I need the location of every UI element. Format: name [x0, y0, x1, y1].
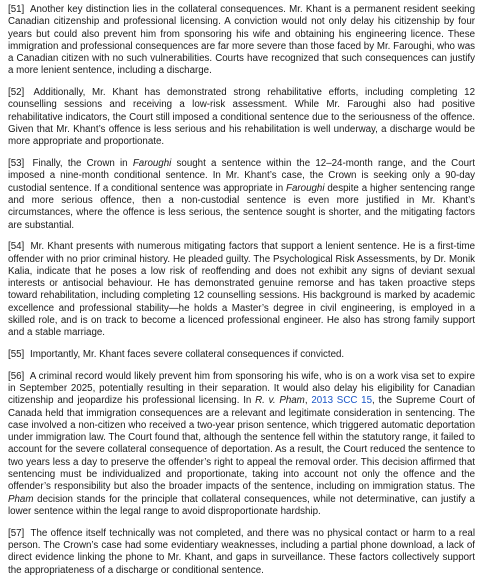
- paragraph-number: [56]: [8, 370, 25, 382]
- paragraph-text: sought a sentence within the 12–24-month range, and the Court imposed a nine-month conditional sentence. In Mr. Khant’s case, the Crown is seeking only a 90-day custodial sentence. If a conditional sentence was appropriate in: [8, 158, 475, 194]
- paragraph-text: Additionally, Mr. Khant has demonstrated strong rehabilitative efforts, including completing 12 counselling sessions and receiving a low-risk assessment. While Mr. Faroughi also had positive rehabilitative indicators, the Court still imposed a conditional sentence due to the seriousness of the offence. Given that Mr. Khant’s offence is less serious and his rehabilitation is well underway, a discharge would be more appropriate and proportionate.: [8, 87, 475, 148]
- paragraph-text: Another key distinction lies in the collateral consequences. Mr. Khant is a permanent resident seeking Canadian citizenship and professional licensing. A conviction would not only delay his citizenship by four years but could also prevent him from sponsoring his wife and obtaining his engineering licence. These immigration and professional consequences are far more severe than those faced by Mr. Faroughi, who was a Canadian citizen with no such vulnerabilities. Courts have recognized that such consequences can justify a more lenient sentence, including a discharge.: [8, 4, 475, 77]
- case-name-italic: Faroughi: [132, 158, 172, 170]
- case-name-italic: Pham: [8, 493, 34, 505]
- paragraph-text: despite a higher sentencing range and more serious offence, then a non-custodial sentence is even more justified in Mr. Khant’s circumstances, where the offence is less serious, the sentence sought is shorter, and the mitigating factors are substantial.: [8, 182, 475, 231]
- case-name-italic: R. v. Pham: [255, 395, 305, 407]
- case-name-italic: Faroughi: [286, 182, 325, 194]
- paragraph-54: [8, 241, 475, 339]
- paragraph-52: [8, 87, 475, 148]
- paragraph-55: [8, 349, 475, 361]
- paragraph-text: , the Supreme Court of Canada held that immigration consequences are a relevant and legitimate consideration in sentencing. The case involved a non-citizen who received a two-year prison sentence, which triggered automatic deportation under immigration law. The Court found that, although the sentence fell within the statutory range, it failed to account for the severe collateral consequence of deportation. As a result, the Court reduced the sentence to two years less a day to preserve the offender’s right to appeal the removal order. This decision affirmed that sentencing must be individualized and proportionate, taking into account not only the offence and the offender’s responsibility but also the broader impacts of the sentence, including on immigration status. The: [8, 395, 476, 493]
- paragraph-text: Finally, the Crown in: [32, 158, 133, 170]
- paragraph-text: decision stands for the principle that collateral consequences, while not determinative, can justify a lower sentence within the legal range to avoid disproportionate hardship.: [8, 493, 475, 517]
- paragraph-text: Mr. Khant presents with numerous mitigating factors that support a lenient sentence. He is a first-time offender with no prior criminal history. He pleaded guilty. The Psychological Risk Assessments, by Dr. Monik Kalia, indicate that he poses a low risk of reoffending and does not exhibit any signs of deviant sexual interests or antisocial behaviour. He has demonstrated genuine remorse and has taken proactive steps toward rehabilitation, including completing 12 counselling sessions. His background is marked by academic excellence and professional stability—he holds a Master’s degree in civil engineering, is employed in a skilled role, and is on track to become a licenced professional engineer. He also has strong family support and a stable marriage.: [8, 241, 475, 339]
- paragraph-number: [51]: [8, 4, 25, 15]
- citation-link[interactable]: 2013 SCC 15: [311, 395, 373, 407]
- paragraph-53: [8, 158, 475, 232]
- paragraph-number: [57]: [8, 527, 25, 539]
- paragraph-text: The offence itself technically was not completed, and there was no physical contact or harm to a real person. The Crown’s case had some evidentiary weaknesses, including a partial phone download, a lack of direct evidence linking the phone to Mr. Khant, and gaps in surveillance. These factors collectively support the appropriateness of a discharge or conditional sentence.: [8, 527, 475, 576]
- paragraph-text: ,: [304, 395, 312, 407]
- paragraph-56: [8, 371, 475, 519]
- paragraph-51: [8, 4, 475, 78]
- paragraph-number: [54]: [8, 241, 25, 253]
- paragraph-57: [8, 528, 475, 577]
- paragraph-number: [55]: [8, 348, 25, 360]
- paragraph-text: Importantly, Mr. Khant faces severe collateral consequences if convicted.: [29, 348, 345, 360]
- paragraph-text: A criminal record would likely prevent him from sponsoring his wife, who is on a work visa set to expire in September 2025, potentially resulting in their separation. It would also delay his eligibility for Canadian citizenship and jeopardize his professional licensing. In: [8, 370, 475, 407]
- paragraph-number: [52]: [8, 87, 25, 99]
- paragraph-number: [53]: [8, 158, 25, 170]
